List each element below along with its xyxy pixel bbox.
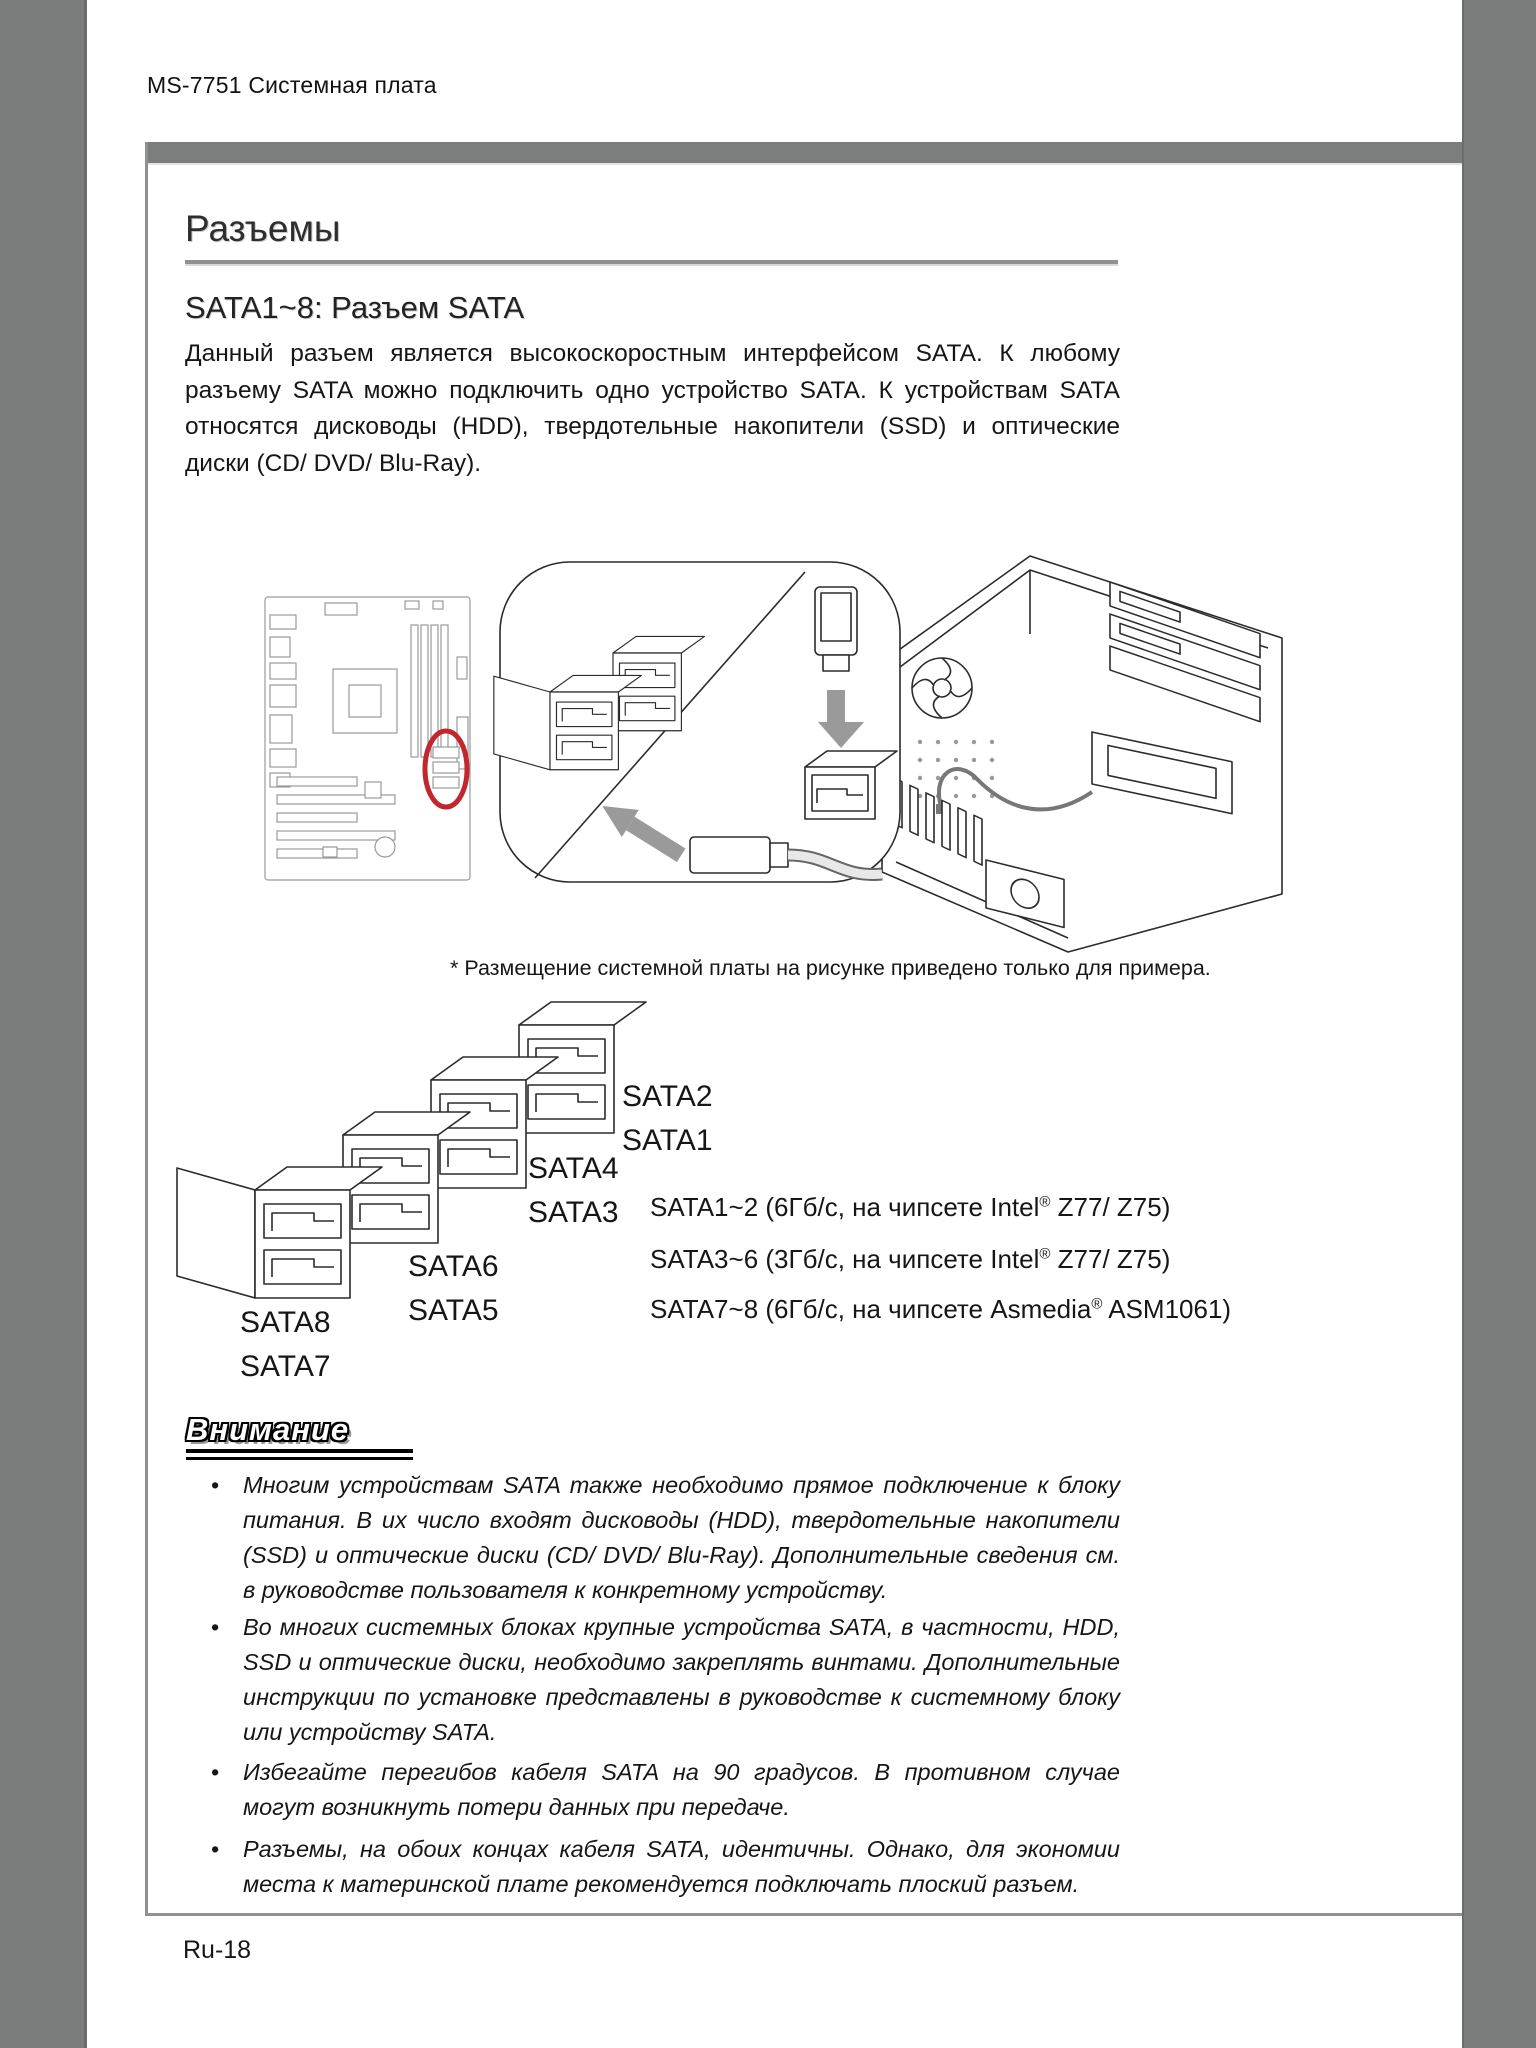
notice-item: • Во многих системных блоках крупные устройства SATA, в частности, HDD, SSD и оптические диски, необходимо закреплять винтами. Дополнительные инструкции по установке представлены в руководстве к системному блоку или устройству SATA.: [205, 1610, 1120, 1750]
notice-item: • Многим устройствам SATA также необходимо прямое подключение к блоку питания. В их число входят дисководы (HDD), твердотельные накопители (SSD) и оптические диски (CD/ DVD/ Blu-Ray). Дополнительные сведения см. в руководстве пользователя к конкретному устройству.: [205, 1468, 1120, 1608]
sata-headers: [433, 747, 459, 758]
registered-mark-icon: ®: [1091, 1295, 1103, 1313]
cmos-battery: [375, 837, 395, 857]
dimm-slots: [411, 625, 418, 757]
motherboard-illustration: [265, 597, 470, 880]
notice-underline: [186, 1449, 413, 1453]
sata6-label: SATA6: [408, 1250, 499, 1283]
pcie-slots: [277, 777, 357, 786]
notice-item: • Разъемы, на обоих концах кабеля SATA, идентичны. Однако, для экономии места к материнской плате рекомендуется подключать плоский разъем.: [205, 1832, 1120, 1902]
sata4-label: SATA4: [528, 1152, 619, 1185]
sata2-label: SATA2: [622, 1080, 713, 1113]
sata1-label: SATA1: [622, 1124, 713, 1157]
right-page-margin: [1462, 0, 1536, 2048]
sata7-8-spec: SATA7~8 (6Гб/с, на чипсете Asmedia® ASM1061): [650, 1294, 1232, 1324]
subsection-title: SATA1~8: Разъем SATA: [185, 290, 525, 325]
pc-case-illustration: [882, 556, 1282, 952]
sata8-label: SATA8: [240, 1306, 331, 1339]
header-bar: [145, 142, 1462, 165]
case-fan-icon: [912, 658, 972, 718]
sata7-label: SATA7: [240, 1350, 331, 1383]
page-number: Ru-18: [183, 1936, 252, 1964]
intro-paragraph: Данный разъем является высокоскоростным интерфейсом SATA. К любому разъему SATA можно подключить одно устройство SATA. К устройствам SATA относятся дисководы (HDD), твердотельные накопители (SSD) и оптические диски (CD/ DVD/ Blu-Ray).: [185, 340, 1121, 477]
sata1-2-spec: SATA1~2 (6Гб/с, на чипсете Intel® Z77/ Z75): [650, 1192, 1171, 1222]
page-header: MS-7751 Системная плата: [147, 72, 437, 98]
callout-bubble: [494, 562, 900, 882]
sata-installation-illustration: [230, 542, 1330, 962]
notice-underline: [186, 1457, 413, 1460]
section-title: Разъемы: [185, 208, 341, 249]
sata5-label: SATA5: [408, 1294, 499, 1327]
registered-mark-icon: ®: [1039, 1245, 1051, 1263]
notice-item: • Избегайте перегибов кабеля SATA на 90 градусов. В противном случае могут возникнуть потери данных при передаче.: [205, 1755, 1120, 1825]
bottom-content-rule: [145, 1913, 1462, 1916]
sata3-label: SATA3: [528, 1196, 619, 1229]
figure-caption: * Размещение системной платы на рисунке приведено только для примера.: [450, 956, 1211, 980]
sata3-6-spec: SATA3~6 (3Гб/с, на чипсете Intel® Z77/ Z75): [650, 1244, 1171, 1274]
left-page-margin: [0, 0, 87, 2048]
left-content-rule: [145, 142, 148, 1916]
notice-title: Внимание: [186, 1412, 350, 1447]
registered-mark-icon: ®: [1039, 1193, 1051, 1211]
section-title-underline: [185, 260, 1118, 266]
